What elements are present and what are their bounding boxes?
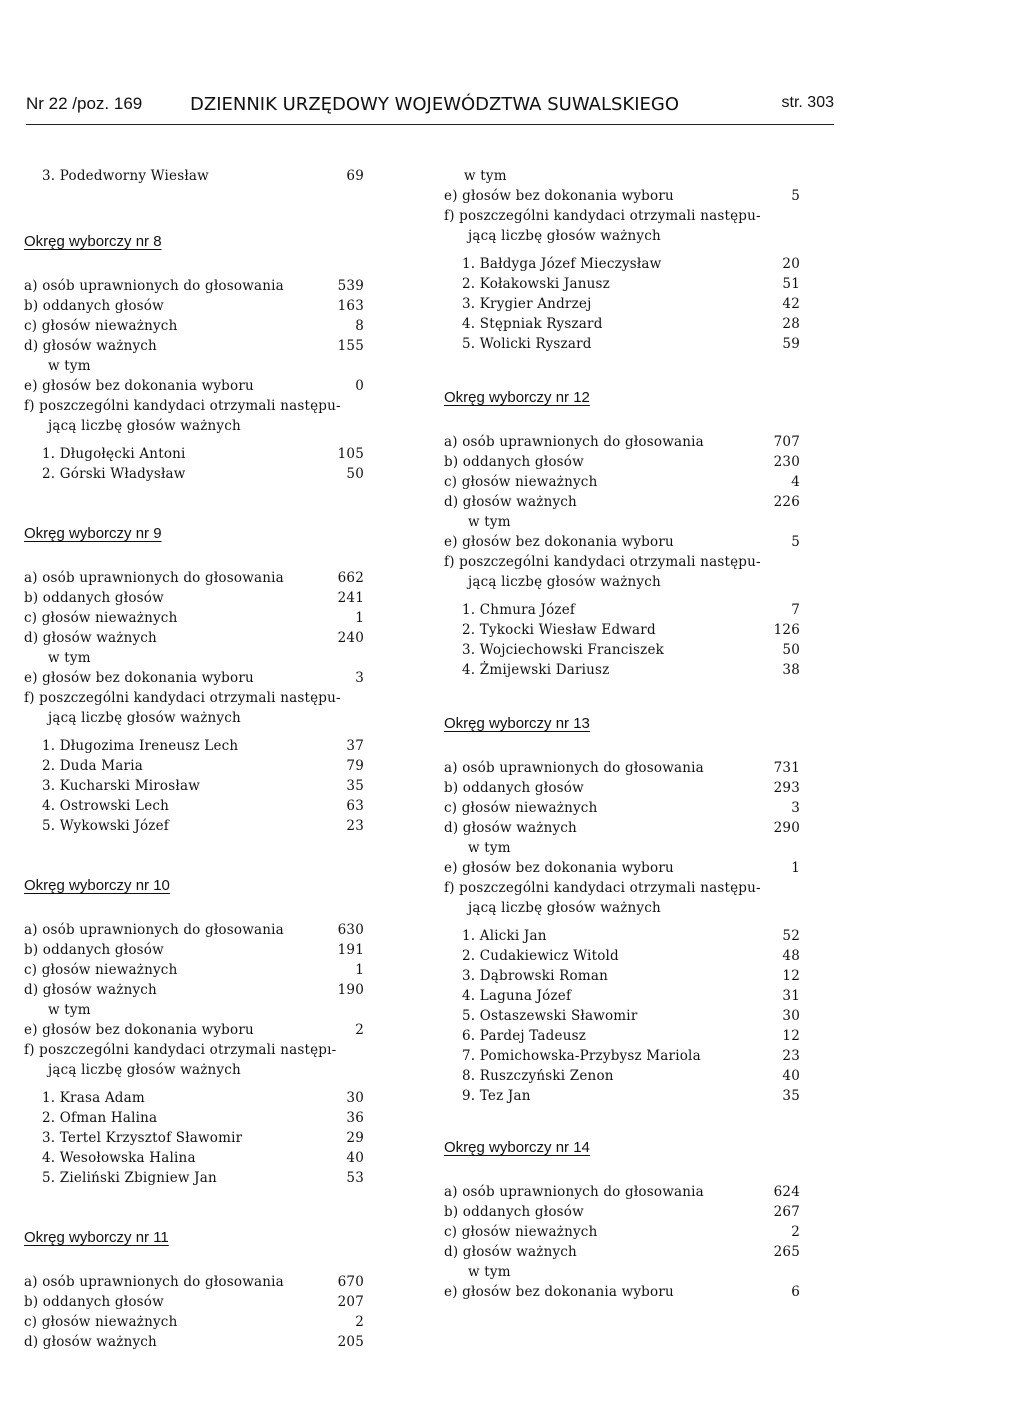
row-label: c) głosów nieważnych bbox=[24, 318, 178, 334]
row-label: 3. Krygier Andrzej bbox=[462, 296, 592, 312]
row-label: d) głosów ważnych bbox=[24, 338, 157, 354]
row-label: 3. Kucharski Mirosław bbox=[42, 778, 200, 794]
row-label: 4. Laguna Józef bbox=[462, 988, 572, 1004]
vote-count: 539 bbox=[337, 278, 364, 294]
vote-count: 155 bbox=[337, 338, 364, 354]
stat-row bbox=[444, 452, 800, 472]
stat-row bbox=[24, 608, 364, 628]
stat-row bbox=[444, 798, 800, 818]
vote-count: 52 bbox=[782, 928, 800, 944]
stat-row bbox=[24, 356, 364, 376]
row-label: 2. Kołakowski Janusz bbox=[462, 276, 610, 292]
row-label: c) głosów nieważnych bbox=[444, 800, 598, 816]
section-heading-okreg-9 bbox=[24, 514, 364, 554]
row-label: a) osób uprawnionych do głosowania bbox=[24, 570, 284, 586]
row-label: a) osób uprawnionych do głosowania bbox=[24, 1274, 284, 1290]
row-label: c) głosów nieważnych bbox=[24, 1314, 178, 1330]
row-label: 6. Pardej Tadeusz bbox=[462, 1028, 587, 1044]
stat-row bbox=[444, 1182, 800, 1202]
row-label: f) poszczególni kandydaci otrzymali następı- bbox=[24, 1042, 337, 1058]
stat-row bbox=[24, 1020, 364, 1040]
section-heading-okreg-13 bbox=[444, 704, 800, 744]
vote-count: 1 bbox=[355, 610, 364, 626]
row-label: b) oddanych głosów bbox=[24, 590, 164, 606]
vote-count: 20 bbox=[782, 256, 800, 272]
vote-count: 5 bbox=[791, 534, 800, 550]
row-label: c) głosów nieważnych bbox=[24, 962, 178, 978]
stat-row bbox=[24, 980, 364, 1000]
stat-row bbox=[24, 276, 364, 296]
stat-row bbox=[444, 492, 800, 512]
vote-count: 2 bbox=[355, 1314, 364, 1330]
vote-count: 624 bbox=[773, 1184, 800, 1200]
vote-count: 12 bbox=[782, 968, 800, 984]
vote-count: 105 bbox=[337, 446, 364, 462]
row-label: e) głosów bez dokonania wyboru bbox=[24, 378, 254, 394]
row-label: e) głosów bez dokonania wyboru bbox=[444, 534, 674, 550]
candidate-row bbox=[444, 274, 800, 294]
vote-count: 50 bbox=[782, 642, 800, 658]
vote-count: 36 bbox=[346, 1110, 364, 1126]
row-label: 9. Tez Jan bbox=[462, 1088, 531, 1104]
section-title: Okręg wyborczy nr 14 bbox=[444, 1139, 590, 1156]
row-label: 2. Duda Maria bbox=[42, 758, 143, 774]
row-label: f) poszczególni kandydaci otrzymali następu- bbox=[24, 690, 341, 706]
row-label: jącą liczbę głosów ważnych bbox=[468, 574, 661, 590]
vote-count: 662 bbox=[337, 570, 364, 586]
section-heading-okreg-8 bbox=[24, 222, 364, 262]
row-label: e) głosów bez dokonania wyboru bbox=[444, 1284, 674, 1300]
stat-row bbox=[444, 432, 800, 452]
candidate-row bbox=[444, 334, 800, 354]
stat-row bbox=[24, 960, 364, 980]
list-item bbox=[24, 166, 364, 186]
row-label: e) głosów bez dokonania wyboru bbox=[444, 188, 674, 204]
section-title: Okręg wyborczy nr 8 bbox=[24, 233, 162, 250]
row-label: f) poszczególni kandydaci otrzymali następu- bbox=[24, 398, 341, 414]
stat-row bbox=[24, 1332, 364, 1352]
stat-row bbox=[444, 512, 800, 532]
candidate-row bbox=[24, 1128, 364, 1148]
stat-row bbox=[444, 226, 800, 246]
candidate-row bbox=[444, 926, 800, 946]
vote-count: 670 bbox=[337, 1274, 364, 1290]
page-number: str. 303 bbox=[781, 94, 834, 111]
stat-row bbox=[24, 376, 364, 396]
stat-row bbox=[444, 1242, 800, 1262]
stat-row bbox=[444, 878, 800, 898]
row-label: e) głosów bez dokonania wyboru bbox=[444, 860, 674, 876]
issue-number: Nr 22 /poz. 169 bbox=[26, 94, 143, 113]
candidate-row bbox=[24, 464, 364, 484]
vote-count: 40 bbox=[346, 1150, 364, 1166]
candidate-row bbox=[444, 1086, 800, 1106]
vote-count: 267 bbox=[773, 1204, 800, 1220]
row-label: 8. Ruszczyński Zenon bbox=[462, 1068, 614, 1084]
row-label: jącą liczbę głosów ważnych bbox=[468, 228, 661, 244]
row-label: b) oddanych głosów bbox=[444, 454, 584, 470]
vote-count: 30 bbox=[346, 1090, 364, 1106]
row-label: b) oddanych głosów bbox=[24, 1294, 164, 1310]
candidate-row bbox=[444, 660, 800, 680]
stat-row bbox=[24, 1272, 364, 1292]
vote-count: 48 bbox=[782, 948, 800, 964]
row-label: 3. Podedworny Wiesław bbox=[42, 168, 209, 184]
row-label: w tym bbox=[48, 358, 91, 374]
vote-count: 35 bbox=[346, 778, 364, 794]
row-label: d) głosów ważnych bbox=[24, 982, 157, 998]
stat-row bbox=[24, 568, 364, 588]
row-label: 2. Cudakiewicz Witold bbox=[462, 948, 619, 964]
row-label: 4. Stępniak Ryszard bbox=[462, 316, 603, 332]
journal-title: DZIENNIK URZĘDOWY WOJEWÓDZTWA SUWALSKIEGO bbox=[190, 94, 679, 115]
stat-row bbox=[24, 1000, 364, 1020]
row-label: 4. Wesołowska Halina bbox=[42, 1150, 196, 1166]
row-label: 7. Pomichowska-Przybysz Mariola bbox=[462, 1048, 701, 1064]
vote-count: 207 bbox=[337, 1294, 364, 1310]
candidate-row bbox=[24, 1168, 364, 1188]
stat-row bbox=[444, 186, 800, 206]
stat-row bbox=[444, 472, 800, 492]
row-label: f) poszczególni kandydaci otrzymali następu- bbox=[444, 880, 761, 896]
row-label: jącą liczbę głosów ważnych bbox=[468, 900, 661, 916]
vote-count: 0 bbox=[355, 378, 364, 394]
vote-count: 265 bbox=[773, 1244, 800, 1260]
vote-count: 6 bbox=[791, 1284, 800, 1300]
row-label: b) oddanych głosów bbox=[24, 942, 164, 958]
page-header bbox=[26, 94, 834, 125]
vote-count: 241 bbox=[337, 590, 364, 606]
vote-count: 230 bbox=[773, 454, 800, 470]
stat-row bbox=[24, 688, 364, 708]
stat-row bbox=[444, 532, 800, 552]
row-label: d) głosów ważnych bbox=[444, 494, 577, 510]
candidate-row bbox=[444, 1006, 800, 1026]
stat-row bbox=[444, 778, 800, 798]
row-label: 1. Bałdyga Józef Mieczysław bbox=[462, 256, 662, 272]
vote-count: 63 bbox=[346, 798, 364, 814]
stat-row bbox=[444, 858, 800, 878]
stat-row bbox=[24, 336, 364, 356]
candidate-row bbox=[444, 1066, 800, 1086]
row-label: e) głosów bez dokonania wyboru bbox=[24, 670, 254, 686]
stat-row bbox=[24, 1040, 364, 1060]
stat-row bbox=[24, 1292, 364, 1312]
row-label: 5. Zieliński Zbigniew Jan bbox=[42, 1170, 217, 1186]
row-label: jącą liczbę głosów ważnych bbox=[48, 1062, 241, 1078]
vote-count: 1 bbox=[355, 962, 364, 978]
vote-count: 191 bbox=[337, 942, 364, 958]
vote-count: 23 bbox=[782, 1048, 800, 1064]
section-title: Okręg wyborczy nr 11 bbox=[24, 1229, 169, 1246]
stat-row bbox=[24, 296, 364, 316]
row-label: w tym bbox=[468, 1264, 511, 1280]
stat-row bbox=[444, 1222, 800, 1242]
candidate-row bbox=[24, 816, 364, 836]
vote-count: 40 bbox=[782, 1068, 800, 1084]
row-label: 5. Ostaszewski Sławomir bbox=[462, 1008, 638, 1024]
row-label: c) głosów nieważnych bbox=[24, 610, 178, 626]
stat-row bbox=[24, 1060, 364, 1080]
vote-count: 226 bbox=[773, 494, 800, 510]
vote-count: 5 bbox=[791, 188, 800, 204]
row-label: 4. Żmijewski Dariusz bbox=[462, 662, 610, 678]
candidate-row bbox=[444, 946, 800, 966]
vote-count: 190 bbox=[337, 982, 364, 998]
row-label: 4. Ostrowski Lech bbox=[42, 798, 170, 814]
vote-count: 23 bbox=[346, 818, 364, 834]
stat-row bbox=[24, 396, 364, 416]
stat-row bbox=[444, 1202, 800, 1222]
stat-row bbox=[444, 898, 800, 918]
vote-count: 630 bbox=[337, 922, 364, 938]
row-label: a) osób uprawnionych do głosowania bbox=[24, 922, 284, 938]
row-label: jącą liczbę głosów ważnych bbox=[48, 418, 241, 434]
row-label: 3. Dąbrowski Roman bbox=[462, 968, 608, 984]
section-title: Okręg wyborczy nr 13 bbox=[444, 715, 590, 732]
row-label: f) poszczególni kandydaci otrzymali następu- bbox=[444, 208, 761, 224]
row-label: c) głosów nieważnych bbox=[444, 474, 598, 490]
vote-count: 79 bbox=[346, 758, 364, 774]
row-label: 2. Ofman Halina bbox=[42, 1110, 158, 1126]
row-label: b) oddanych głosów bbox=[444, 780, 584, 796]
row-label: 1. Alicki Jan bbox=[462, 928, 547, 944]
stat-row bbox=[24, 920, 364, 940]
vote-count: 69 bbox=[346, 168, 364, 184]
row-label: 1. Długołęcki Antoni bbox=[42, 446, 186, 462]
candidate-row bbox=[444, 1046, 800, 1066]
candidate-row bbox=[24, 756, 364, 776]
row-label: 1. Krasa Adam bbox=[42, 1090, 145, 1106]
candidate-row bbox=[24, 1148, 364, 1168]
vote-count: 2 bbox=[791, 1224, 800, 1240]
stat-row bbox=[444, 572, 800, 592]
candidate-row bbox=[444, 294, 800, 314]
vote-count: 1 bbox=[791, 860, 800, 876]
row-label: 1. Długozima Ireneusz Lech bbox=[42, 738, 239, 754]
vote-count: 2 bbox=[355, 1022, 364, 1038]
vote-count: 205 bbox=[337, 1334, 364, 1350]
row-label: d) głosów ważnych bbox=[24, 630, 157, 646]
row-label: f) poszczególni kandydaci otrzymali następu- bbox=[444, 554, 761, 570]
vote-count: 3 bbox=[355, 670, 364, 686]
row-label: c) głosów nieważnych bbox=[444, 1224, 598, 1240]
section-heading-okreg-11 bbox=[24, 1218, 364, 1258]
vote-count: 290 bbox=[773, 820, 800, 836]
row-label: 5. Wolicki Ryszard bbox=[462, 336, 592, 352]
vote-count: 4 bbox=[791, 474, 800, 490]
row-label: 3. Wojciechowski Franciszek bbox=[462, 642, 665, 658]
section-heading-okreg-14 bbox=[444, 1128, 800, 1168]
row-label: d) głosów ważnych bbox=[444, 1244, 577, 1260]
candidate-row bbox=[444, 1026, 800, 1046]
vote-count: 53 bbox=[346, 1170, 364, 1186]
candidate-row bbox=[24, 796, 364, 816]
row-label: d) głosów ważnych bbox=[444, 820, 577, 836]
stat-row bbox=[444, 1262, 800, 1282]
row-label: 1. Chmura Józef bbox=[462, 602, 576, 618]
vote-count: 293 bbox=[773, 780, 800, 796]
vote-count: 51 bbox=[782, 276, 800, 292]
row-label: 2. Tykocki Wiesław Edward bbox=[462, 622, 656, 638]
stat-row bbox=[24, 416, 364, 436]
candidate-row bbox=[444, 620, 800, 640]
right-column bbox=[444, 166, 800, 1302]
stat-row bbox=[24, 628, 364, 648]
stat-row bbox=[24, 588, 364, 608]
candidate-row bbox=[444, 966, 800, 986]
candidate-row bbox=[444, 986, 800, 1006]
row-label: 2. Górski Władysław bbox=[42, 466, 186, 482]
section-title: Okręg wyborczy nr 10 bbox=[24, 877, 170, 894]
row-label: 3. Tertel Krzysztof Sławomir bbox=[42, 1130, 243, 1146]
row-label: w tym bbox=[48, 1002, 91, 1018]
vote-count: 37 bbox=[346, 738, 364, 754]
row-label: 5. Wykowski Józef bbox=[42, 818, 169, 834]
stat-row bbox=[24, 1312, 364, 1332]
vote-count: 126 bbox=[773, 622, 800, 638]
candidate-row bbox=[24, 1088, 364, 1108]
candidate-row bbox=[444, 640, 800, 660]
row-label: a) osób uprawnionych do głosowania bbox=[444, 1184, 704, 1200]
stat-row bbox=[444, 206, 800, 226]
vote-count: 30 bbox=[782, 1008, 800, 1024]
candidate-row bbox=[444, 254, 800, 274]
vote-count: 8 bbox=[355, 318, 364, 334]
vote-count: 163 bbox=[337, 298, 364, 314]
candidate-row bbox=[24, 444, 364, 464]
section-title: Okręg wyborczy nr 9 bbox=[24, 525, 162, 542]
row-label: w tym bbox=[464, 168, 507, 184]
row-label: w tym bbox=[468, 514, 511, 530]
candidate-row bbox=[24, 1108, 364, 1128]
row-label: d) głosów ważnych bbox=[24, 1334, 157, 1350]
candidate-row bbox=[444, 600, 800, 620]
left-column bbox=[24, 166, 364, 1352]
row-label: e) głosów bez dokonania wyboru bbox=[24, 1022, 254, 1038]
stat-row bbox=[444, 1282, 800, 1302]
section-heading-okreg-10 bbox=[24, 866, 364, 906]
row-label: a) osób uprawnionych do głosowania bbox=[444, 434, 704, 450]
stat-row bbox=[444, 818, 800, 838]
candidate-row bbox=[24, 776, 364, 796]
vote-count: 731 bbox=[773, 760, 800, 776]
row-label: w tym bbox=[468, 840, 511, 856]
row-label: b) oddanych głosów bbox=[24, 298, 164, 314]
candidate-row bbox=[24, 736, 364, 756]
stat-row bbox=[444, 552, 800, 572]
vote-count: 59 bbox=[782, 336, 800, 352]
stat-row bbox=[444, 166, 800, 186]
row-label: a) osób uprawnionych do głosowania bbox=[24, 278, 284, 294]
row-label: b) oddanych głosów bbox=[444, 1204, 584, 1220]
stat-row bbox=[444, 838, 800, 858]
row-label: jącą liczbę głosów ważnych bbox=[48, 710, 241, 726]
vote-count: 29 bbox=[346, 1130, 364, 1146]
vote-count: 42 bbox=[782, 296, 800, 312]
vote-count: 3 bbox=[791, 800, 800, 816]
vote-count: 240 bbox=[337, 630, 364, 646]
section-title: Okręg wyborczy nr 12 bbox=[444, 389, 590, 406]
stat-row bbox=[24, 316, 364, 336]
vote-count: 7 bbox=[791, 602, 800, 618]
vote-count: 50 bbox=[346, 466, 364, 482]
row-label: a) osób uprawnionych do głosowania bbox=[444, 760, 704, 776]
vote-count: 28 bbox=[782, 316, 800, 332]
vote-count: 707 bbox=[773, 434, 800, 450]
row-label: w tym bbox=[48, 650, 91, 666]
vote-count: 31 bbox=[782, 988, 800, 1004]
candidate-row bbox=[444, 314, 800, 334]
stat-row bbox=[444, 758, 800, 778]
vote-count: 38 bbox=[782, 662, 800, 678]
stat-row bbox=[24, 648, 364, 668]
stat-row bbox=[24, 668, 364, 688]
stat-row bbox=[24, 708, 364, 728]
vote-count: 12 bbox=[782, 1028, 800, 1044]
stat-row bbox=[24, 940, 364, 960]
section-heading-okreg-12 bbox=[444, 378, 800, 418]
vote-count: 35 bbox=[782, 1088, 800, 1104]
